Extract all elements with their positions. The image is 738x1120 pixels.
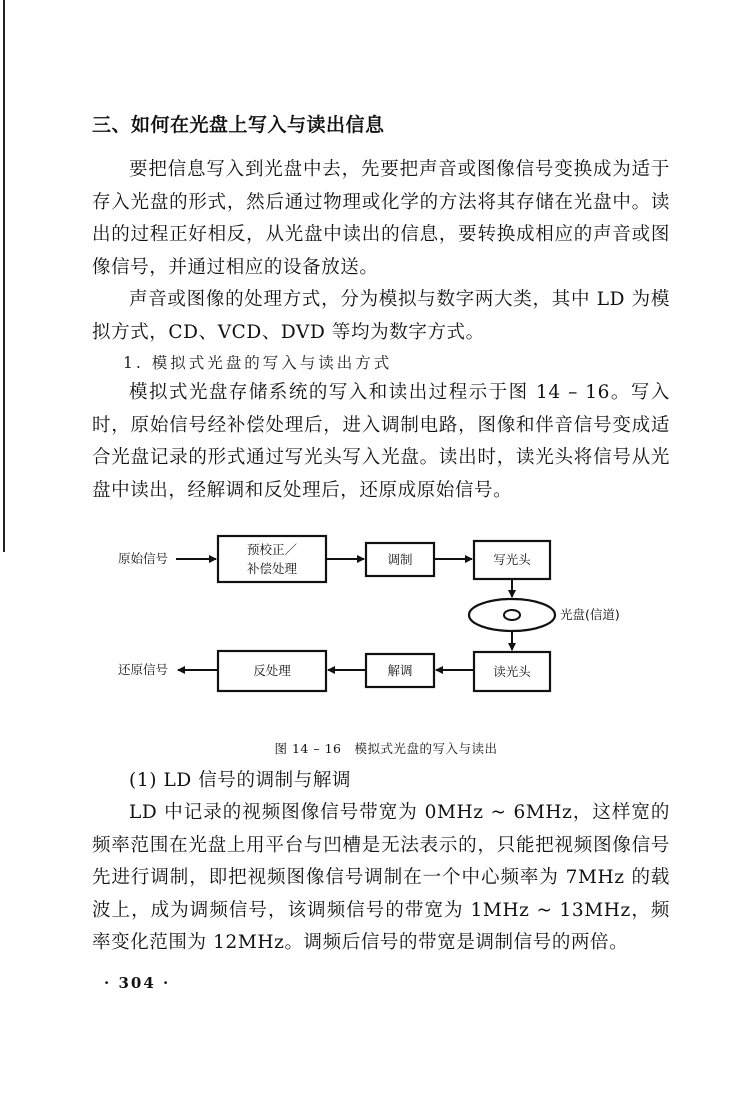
box-modulate-label: 调制 bbox=[387, 552, 413, 567]
box-write-head-label: 写光头 bbox=[493, 552, 531, 567]
block-diagram bbox=[92, 533, 670, 739]
section-title: 三、如何在光盘上写入与读出信息 bbox=[92, 114, 385, 136]
box-precompensation-line1: 预校正／ bbox=[246, 542, 298, 557]
block-diagram-svg bbox=[92, 533, 670, 739]
item-title: (1) LD 信号的调制与解调 bbox=[129, 770, 352, 791]
box-demodulate-label: 解调 bbox=[387, 663, 413, 678]
label-input-signal: 原始信号 bbox=[118, 551, 169, 566]
page-content bbox=[92, 112, 670, 960]
paragraph-ld-modulation: LD 中记录的视频图像信号带宽为 0MHz ~ 6MHz，这样宽的频率范围在光盘上用平台与凹槽是无法表示的，只能把视频图像信号先进行调制，即把视频图像信号调制在一个中心频率为 7MHz 的载波上，成为调频信号，该调频信号的带宽为 1MHz ~ 13MHz，频率变化范围为 12MHz。调频后信号的带宽是调制信号的两倍。 bbox=[92, 802, 670, 953]
paragraph-methods: 声音或图像的处理方式，分为模拟与数字两大类，其中 LD 为模拟方式，CD、VCD、DVD 等均为数字方式。 bbox=[92, 289, 670, 343]
label-output-signal: 还原信号 bbox=[118, 662, 169, 677]
figure-caption: 图 14 – 16 模拟式光盘的写入与读出 bbox=[274, 741, 498, 756]
label-disc-channel: 光盘(信道) bbox=[560, 607, 620, 622]
page-edge-line bbox=[3, 0, 5, 552]
box-read-head-label: 读光头 bbox=[493, 664, 531, 679]
subsection-title: 1. 模拟式光盘的写入与读出方式 bbox=[123, 354, 393, 372]
paragraph-intro: 要把信息写入到光盘中去，先要把声音或图像信号变换成为适于存入光盘的形式，然后通过物理或化学的方法将其存储在光盘中。读出的过程正好相反，从光盘中读出的信息，要转换成相应的声音或图像信号，并通过相应的设备放送。 bbox=[92, 159, 670, 278]
box-inverse-processing-label: 反处理 bbox=[253, 663, 291, 678]
box-precompensation-line2: 补偿处理 bbox=[246, 561, 298, 576]
disc-hole-icon bbox=[504, 610, 520, 620]
paragraph-analog-process: 模拟式光盘存储系统的写入和读出过程示于图 14 – 16。写入时，原始信号经补偿处理后，进入调制电路，图像和伴音信号变成适合光盘记录的形式通过写光头写入光盘。读出时，读光头将信号从光盘中读出，经解调和反处理后，还原成原始信号。 bbox=[92, 382, 670, 501]
page-number: · 304 · bbox=[104, 974, 171, 992]
